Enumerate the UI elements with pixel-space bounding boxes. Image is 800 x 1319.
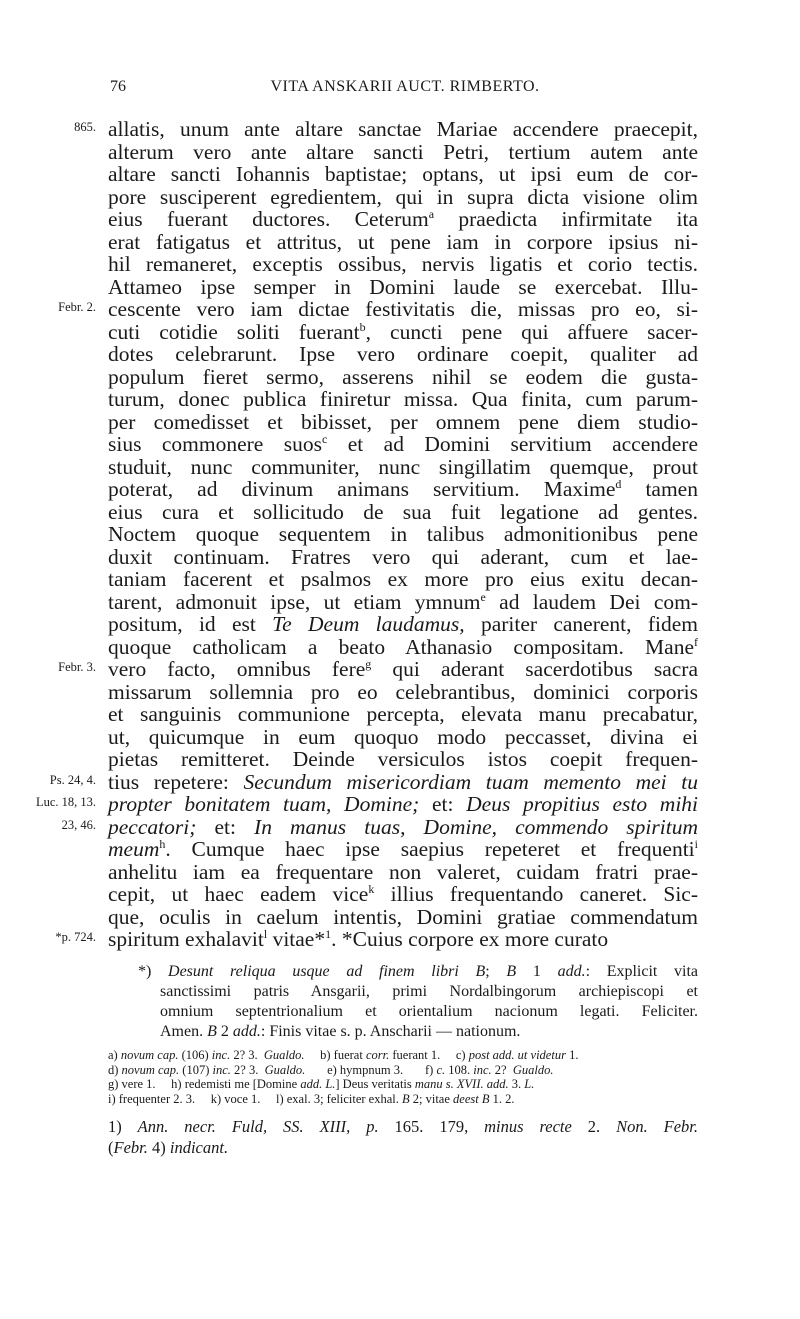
text-line: ut, quicumque in eum quoquo modo peccasset, divina ei [108,724,698,749]
margin-note: 865. [74,120,96,134]
footnote-line: sanctissimi patris Ansgarii, primi Nordalbingorum archiepiscopi et [160,983,698,1000]
text-line: Attameo ipse semper in Domini laude se exercebat. Illu- [108,274,698,299]
text-line: taniam facerent et psalmos ex more pro eius exitu decan- [108,567,698,591]
source-note-line: 1) Ann. necr. Fuld, SS. XIII, p. 165. 179, minus recte 2. Non. Febr. [108,1117,699,1136]
text-line: sius commonere suos$^c$ et ad Domini servitium accendere [108,432,698,456]
footnote-line: *) Desunt reliqua usque ad finem libri B; B 1 add.: Explicit vita [138,963,699,980]
source-note-line: (Febr. 4) indicant. [108,1138,229,1157]
text-line: tius repetere: Secundum misericordiam tuam memento mei tu [108,769,698,794]
text-line: studuit, nunc communiter, nunc singillatim quemque, prout [108,454,698,479]
text-line: cepit, ut haec eadem vice$^k$ illius frequentando caneret. Sic- [108,882,699,906]
text-line: dotes celebrarunt. Ipse vero ordinare coepit, qualiter ad [108,342,698,366]
apparatus-line: g) vere 1. h) redemisti me [Domine add. L.] Deus veritatis manu s. XVII. add. 3. L. [108,1077,535,1091]
text-line: altare sancti Iohannis baptistae; optans, ut ipsi eum de cor- [108,162,698,186]
text-line: vero facto, omnibus fere$^g$ qui aderant sacerdotibus sacra [108,657,699,681]
apparatus-line: a) novum cap. (106) inc. 2? 3. Gualdo. b) fuerat corr. fuerant 1. c) post add. ut videtur 1. [108,1048,579,1062]
text-line: quoque catholicam a beato Athanasio compositam. Mane$^f$ [108,634,698,659]
text-line: turum, donec publica finiretur missa. Qua finita, cum parum- [108,387,698,411]
text-line: pietas remitteret. Deinde versiculos istos coepit frequen- [108,747,698,771]
footnote-line: omnium septentrionalium et orientalium nacionum legati. Feliciter. [160,1003,698,1020]
text-line: eius cura et sollicitudo de sua fuit legatione ad gentes. [108,499,698,524]
text-line: duxit continuam. Fratres vero qui aderant, cum et lae- [108,544,698,569]
text-line: peccatori; et: In manus tuas, Domine, commendo spiritum [108,814,698,839]
text-line: per comedisset et bibisset, per omnem pene diem studio- [108,409,698,434]
text-line: spiritum exhalavit$^l$ vitae*$^1$. *Cuius corpore ex more curato [108,927,609,951]
text-line: Noctem quoque sequentem in talibus admonitionibus pene [108,522,698,546]
margin-note: *p. 724. [55,930,96,944]
text-line: que, oculis in caelum intentis, Domini gratiae commendatum [108,904,698,929]
running-title: VITA ANSKARII AUCT. RIMBERTO. [270,78,540,95]
apparatus-line: d) novum cap. (107) inc. 2? 3. Gualdo. e) hympnum 3. f) c. 108. inc. 2? Gualdo. [108,1062,554,1077]
page-header [110,78,700,102]
margin-note: Febr. 3. [58,660,96,674]
text-line: eius fuerant ductores. Ceterum$^a$ praedicta infirmitate ita [108,207,698,231]
page-number: 76 [110,78,126,95]
apparatus-line: i) frequenter 2. 3. k) voce 1. l) exal. 3; feliciter exhal. B 2; vitae deest B 1. 2. [108,1091,515,1106]
margin-note: Ps. 24, 4. [49,772,96,787]
text-line: anhelitu iam ea frequentare non valeret, cuidam fratri prae- [108,859,698,884]
text-line: alterum vero ante altare sancti Petri, tertium autem ante [108,139,698,164]
text-line: missarum sollemnia pro eo celebrantibus, dominici corporis [108,679,698,704]
margin-note: Luc. 18, 13. [35,795,96,809]
text-line: cescente vero iam dictae festivitatis die, missas pro eo, si- [108,297,698,321]
text-line: poterat, ad divinum animans servitium. Maxime$^d$ tamen [108,477,698,501]
text-line: et sanguinis communione percepta, elevata manu precabatur, [108,702,698,726]
text-line: positum, id est Te Deum laudamus, pariter canerent, fidem [108,612,698,636]
footnote-line: Amen. B 2 add.: Finis vitae s. p. Anscharii — nationum. [160,1023,521,1040]
text-line: propter bonitatem tuam, Domine; et: Deus propitius esto mihi [108,792,699,816]
critical-apparatus [108,1048,698,1106]
text-line: tarent, admonuit ipse, ut etiam ymnum$^e$ ad laudem Dei com- [108,589,698,614]
star-footnote [108,962,698,1042]
text-line: pore susciperent egredientem, qui in supra dicta visione olim [108,184,698,209]
text-line: allatis, unum ante altare sanctae Mariae accendere praecepit, [108,117,698,141]
text-line: populum fieret sermo, asserens nihil se eodem die gusta- [108,364,698,389]
text-line: erat fatigatus et attritus, ut pene iam in corpore ipsius ni- [108,229,698,254]
text-line: hil remaneret, exceptis ossibus, nervis ligatis et corio tectis. [108,252,698,276]
margin-note: Febr. 2. [58,300,96,314]
margin-note: 23, 46. [61,817,96,832]
text-line: meum$^h$. Cumque haec ipse saepius repeteret et frequenti$^i$ [108,837,698,861]
source-notes [108,1116,698,1158]
text-line: cuti cotidie soliti fuerant$^b$, cuncti pene qui affuere sacer- [108,319,698,344]
